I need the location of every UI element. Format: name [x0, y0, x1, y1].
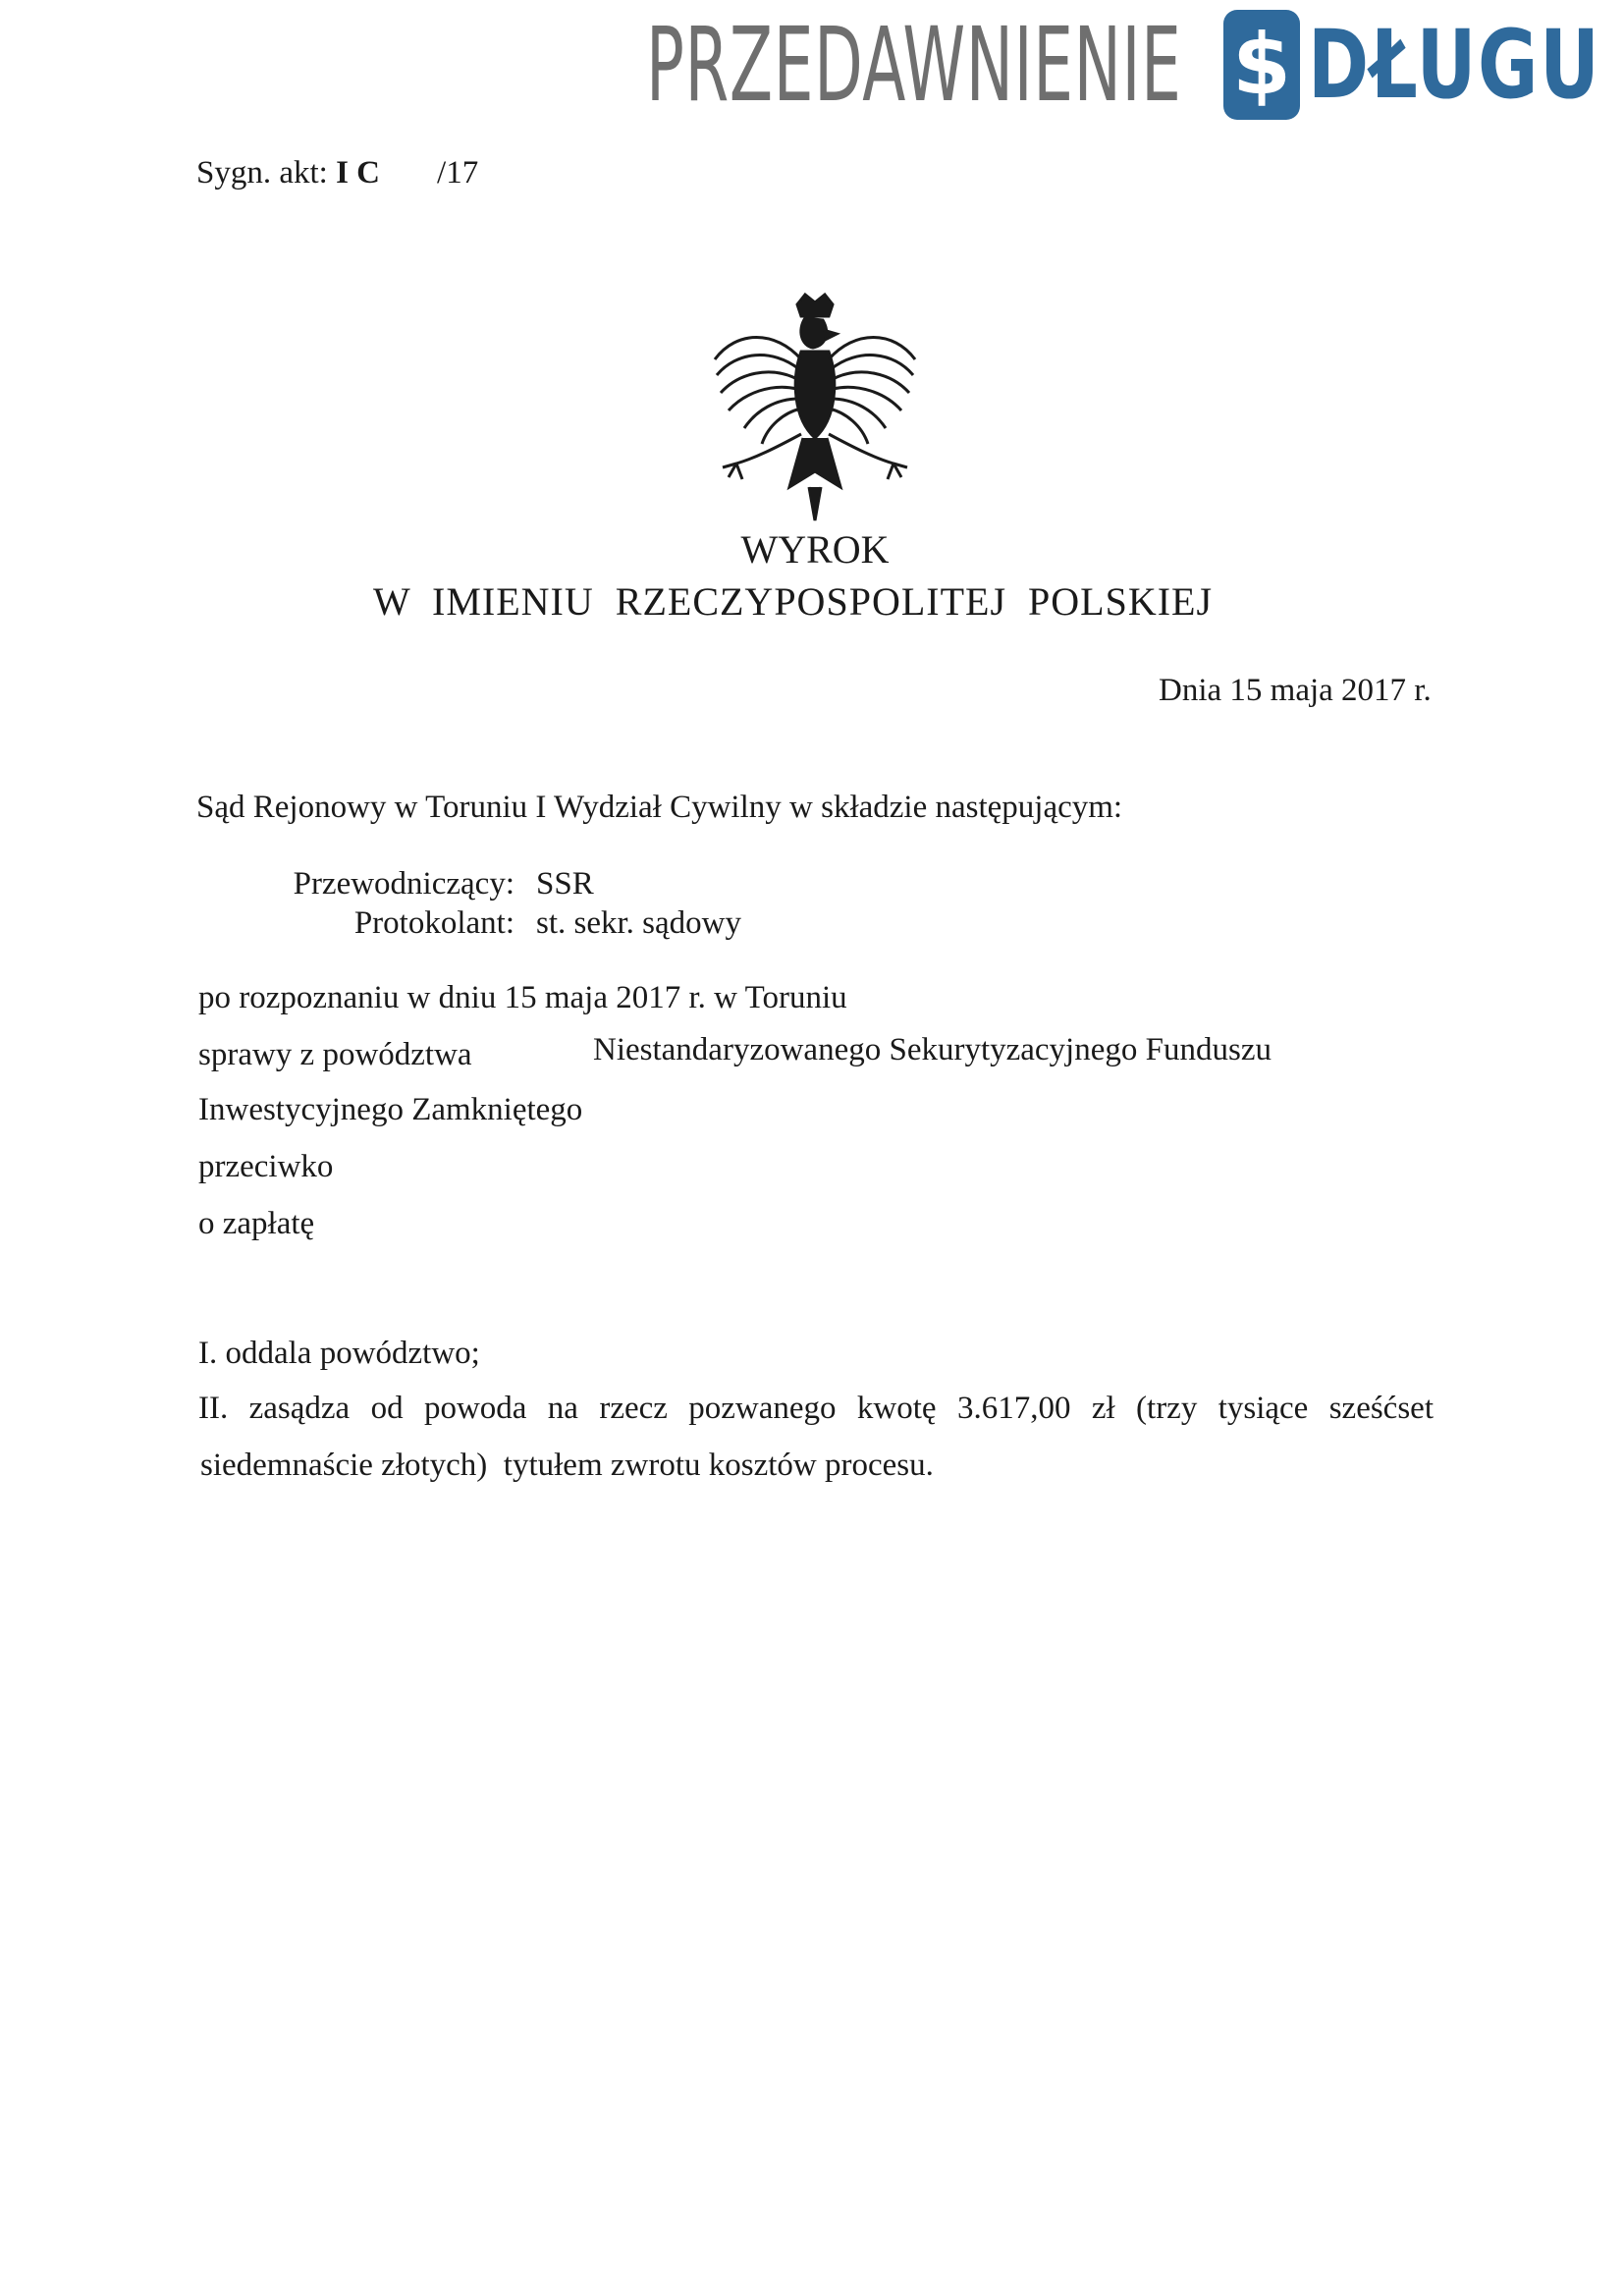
- case-prefix: Sygn. akt:: [196, 155, 337, 191]
- polish-eagle-emblem-icon: [707, 291, 923, 526]
- hearing-line: po rozpoznaniu w dniu 15 maja 2017 r. w Toruniu: [198, 980, 847, 1015]
- clerk-value: st. sekr. sądowy: [536, 905, 741, 941]
- judgment-date: Dnia 15 maja 2017 r.: [1159, 673, 1432, 708]
- judgment-title: WYROK: [740, 527, 890, 572]
- against-label: przeciwko: [198, 1149, 334, 1184]
- plaintiff-line-1: Niestandaryzowanego Sekurytyzacyjnego Funduszu: [593, 1032, 1272, 1067]
- case-suffix: /17: [437, 155, 479, 191]
- case-signature: [196, 157, 478, 190]
- presiding-label: Przewodniczący:: [293, 866, 514, 902]
- ruling-item-1: I. oddala powództwo;: [198, 1336, 480, 1371]
- judgment-subtitle: W IMIENIU RZECZYPOSPOLITEJ POLSKIEJ: [373, 579, 1214, 624]
- watermark-suffix: DŁUGU: [1308, 10, 1601, 120]
- ruling-item-2-line-2: siedemnaście złotych) tytułem zwrotu kosztów procesu.: [200, 1448, 934, 1483]
- dollar-badge-icon: $: [1223, 10, 1300, 120]
- case-code: I C: [336, 155, 381, 191]
- court-line: Sąd Rejonowy w Toruniu I Wydział Cywilny w składzie następującym:: [196, 790, 1123, 825]
- watermark-prefix: PRZEDAWNIENIE: [646, 5, 1182, 125]
- watermark-logo: [646, 5, 1624, 125]
- ruling-item-2-line-1: II. zasądza od powoda na rzecz pozwanego kwotę 3.617,00 zł (trzy tysiące sześćset: [198, 1391, 1434, 1426]
- clerk-label: Protokolant:: [353, 905, 514, 941]
- subject-line: o zapłatę: [198, 1206, 315, 1241]
- presiding-value: SSR: [536, 866, 594, 902]
- action-label: sprawy z powództwa: [198, 1037, 472, 1072]
- plaintiff-line-2: Inwestycyjnego Zamkniętego: [198, 1092, 583, 1127]
